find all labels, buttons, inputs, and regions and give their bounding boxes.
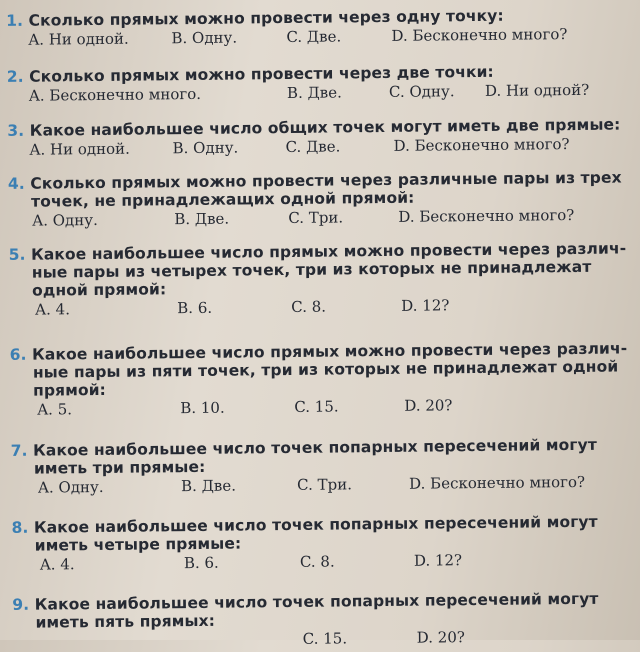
- question-number: 7.: [10, 441, 28, 460]
- question-8: [11, 512, 632, 574]
- option-a: A. Одну.: [38, 477, 104, 497]
- option-c: C. Две.: [285, 137, 341, 157]
- question-text: Какое наибольшее число общих точек могут иметь две прямые:: [29, 115, 621, 140]
- option-b: B. Две.: [174, 209, 230, 229]
- option-b: B. 6.: [183, 553, 219, 573]
- question-text: Сколько прямых можно провести через различные пары из трех: [30, 168, 622, 193]
- question-text: Сколько прямых можно провести через одну точку:: [28, 6, 504, 30]
- option-d: D. Бесконечно много?: [393, 135, 570, 155]
- option-c: C. 8.: [299, 552, 335, 571]
- question-number: 5.: [8, 245, 26, 264]
- option-c: C. 15.: [294, 397, 339, 416]
- question-text-line: иметь четыре прямые:: [34, 534, 242, 555]
- option-c: C. 15.: [302, 629, 348, 648]
- option-c: C. Три.: [296, 475, 353, 494]
- question-text-line: прямой:: [32, 380, 107, 400]
- question-text: Какое наибольшее число точек попарных пересечений могут: [33, 512, 598, 537]
- option-b: B. 6.: [177, 298, 213, 318]
- option-c: C. Две.: [286, 27, 342, 47]
- question-text-line: ные пары из четырех точек, три из которых не принадлежат: [31, 257, 592, 282]
- option-b: B. 10.: [180, 398, 225, 418]
- question-number: 4.: [7, 174, 25, 193]
- question-number: 6.: [9, 345, 27, 364]
- question-2: [7, 61, 627, 105]
- option-a: A. Ни одной.: [28, 29, 129, 49]
- question-number: 1.: [6, 11, 24, 30]
- question-text: Какое наибольшее число прямых можно провести через различ-: [31, 339, 628, 364]
- question-3: [7, 115, 627, 159]
- question-number: 8.: [11, 518, 29, 537]
- option-a: A. Бесконечно много.: [28, 84, 202, 105]
- option-d: D. Бесконечно много?: [398, 205, 575, 226]
- question-5: [9, 239, 630, 319]
- question-text: Какое наибольшее число точек попарных пересечений могут: [34, 589, 599, 614]
- option-a: A. 4.: [35, 300, 71, 319]
- question-text: Какое наибольшее число точек попарных пересечений могут: [33, 435, 597, 460]
- option-b: B. Одну.: [172, 138, 239, 158]
- option-a: A. 5.: [37, 400, 73, 419]
- question-text-line: иметь пять прямых:: [35, 611, 216, 632]
- option-d: D. Ни одной?: [484, 80, 590, 100]
- question-text-line: иметь три прямые:: [33, 457, 206, 478]
- option-d: D. Бесконечно много?: [408, 472, 586, 493]
- option-a: A. Одну.: [32, 210, 98, 230]
- option-c: C. Одну.: [388, 82, 455, 101]
- option-b: B. Одну.: [171, 28, 238, 48]
- option-d: D. 20?: [416, 628, 465, 647]
- question-number: 2.: [6, 67, 24, 86]
- option-d: D. 12?: [413, 551, 463, 570]
- question-text-line: одной прямой:: [31, 280, 167, 300]
- option-c: C. Три.: [288, 208, 344, 227]
- option-d: D. 12?: [401, 296, 450, 315]
- option-d: D. Бесконечно много?: [391, 25, 568, 45]
- question-text: Сколько прямых можно провести через две точки:: [29, 62, 494, 86]
- question-number: 3.: [7, 121, 25, 140]
- question-7: [11, 435, 632, 497]
- question-1: [6, 5, 626, 49]
- question-text-line: точек, не принадлежащих одной прямой:: [31, 188, 415, 211]
- option-b: B. Две.: [181, 476, 237, 496]
- option-c: C. 8.: [291, 297, 327, 316]
- question-4: [8, 168, 629, 230]
- question-9: [12, 589, 633, 651]
- question-text-line: ные пары из пяти точек, три из которых не принадлежат одной: [32, 357, 619, 382]
- option-a: A. 4.: [39, 555, 75, 574]
- question-6: [10, 339, 631, 419]
- option-a: A. Ни одной.: [29, 139, 130, 159]
- option-d: D. 20?: [404, 396, 453, 415]
- question-text: Какое наибольшее число прямых можно провести через различ-: [30, 239, 627, 264]
- question-number: 9.: [12, 595, 30, 614]
- option-b: B. Две.: [286, 83, 342, 102]
